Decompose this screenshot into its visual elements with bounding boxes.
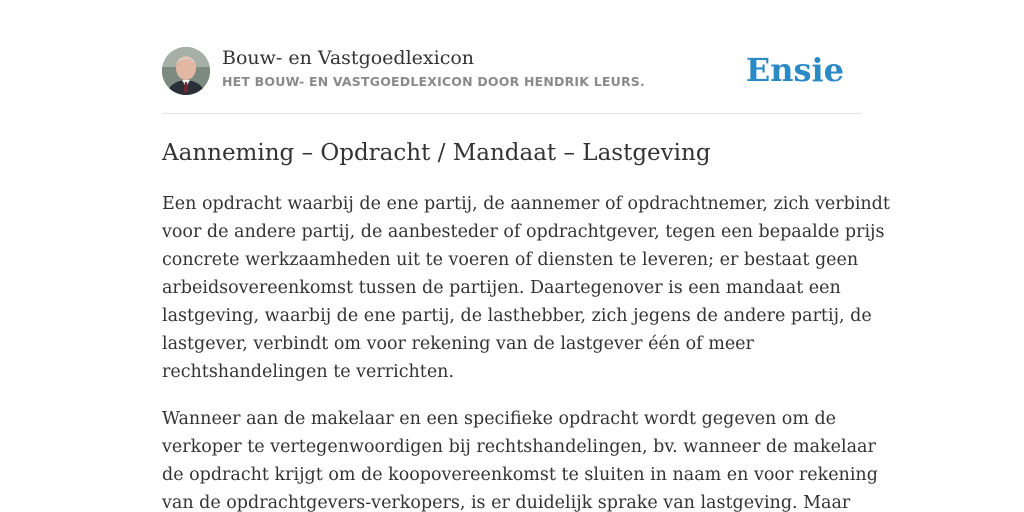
paragraph-line: de opdracht krijgt om de koopovereenkomst te sluiten in naam en voor rekening (162, 465, 878, 485)
paragraph-line: arbeidsovereenkomst tussen de partijen. Daartegenover is een mandaat een (162, 278, 841, 298)
paragraph-line: rechtshandelingen te verrichten. (162, 362, 455, 382)
paragraph-line: Wanneer aan de makelaar en een specifieke opdracht wordt gegeven om de (162, 409, 837, 429)
article-paragraph (162, 405, 878, 512)
site-title[interactable]: Bouw- en Vastgoedlexicon (222, 47, 475, 69)
article-paragraph (162, 190, 890, 386)
ensie-logo[interactable]: Ensie (745, 51, 844, 89)
paragraph-line: lastgeving, waarbij de ene partij, de lasthebber, zich jegens de andere partij, de (162, 306, 872, 326)
paragraph-line: concrete werkzaamheden uit te voeren of diensten te leveren; er bestaat geen (162, 250, 859, 270)
site-subtitle: HET BOUW- EN VASTGOEDLEXICON DOOR HENDRIK LEURS. (222, 74, 645, 89)
author-avatar[interactable] (162, 47, 210, 95)
article-body (162, 190, 890, 512)
paragraph-line: van de opdrachtgevers-verkopers, is er duidelijk sprake van lastgeving. Maar (162, 493, 851, 512)
paragraph-line: Een opdracht waarbij de ene partij, de aannemer of opdrachtnemer, zich verbindt (162, 194, 890, 214)
article-title: Aanneming – Opdracht / Mandaat – Lastgeving (162, 140, 711, 166)
header-divider (162, 113, 862, 114)
paragraph-line: lastgever, verbindt om voor rekening van de lastgever één of meer (162, 334, 754, 354)
paragraph-line: voor de andere partij, de aanbesteder of opdrachtgever, tegen een bepaalde prijs (162, 222, 885, 242)
site-header (162, 46, 862, 96)
paragraph-line: verkoper te vertegenwoordigen bij rechtshandelingen, bv. wanneer de makelaar (162, 437, 876, 457)
